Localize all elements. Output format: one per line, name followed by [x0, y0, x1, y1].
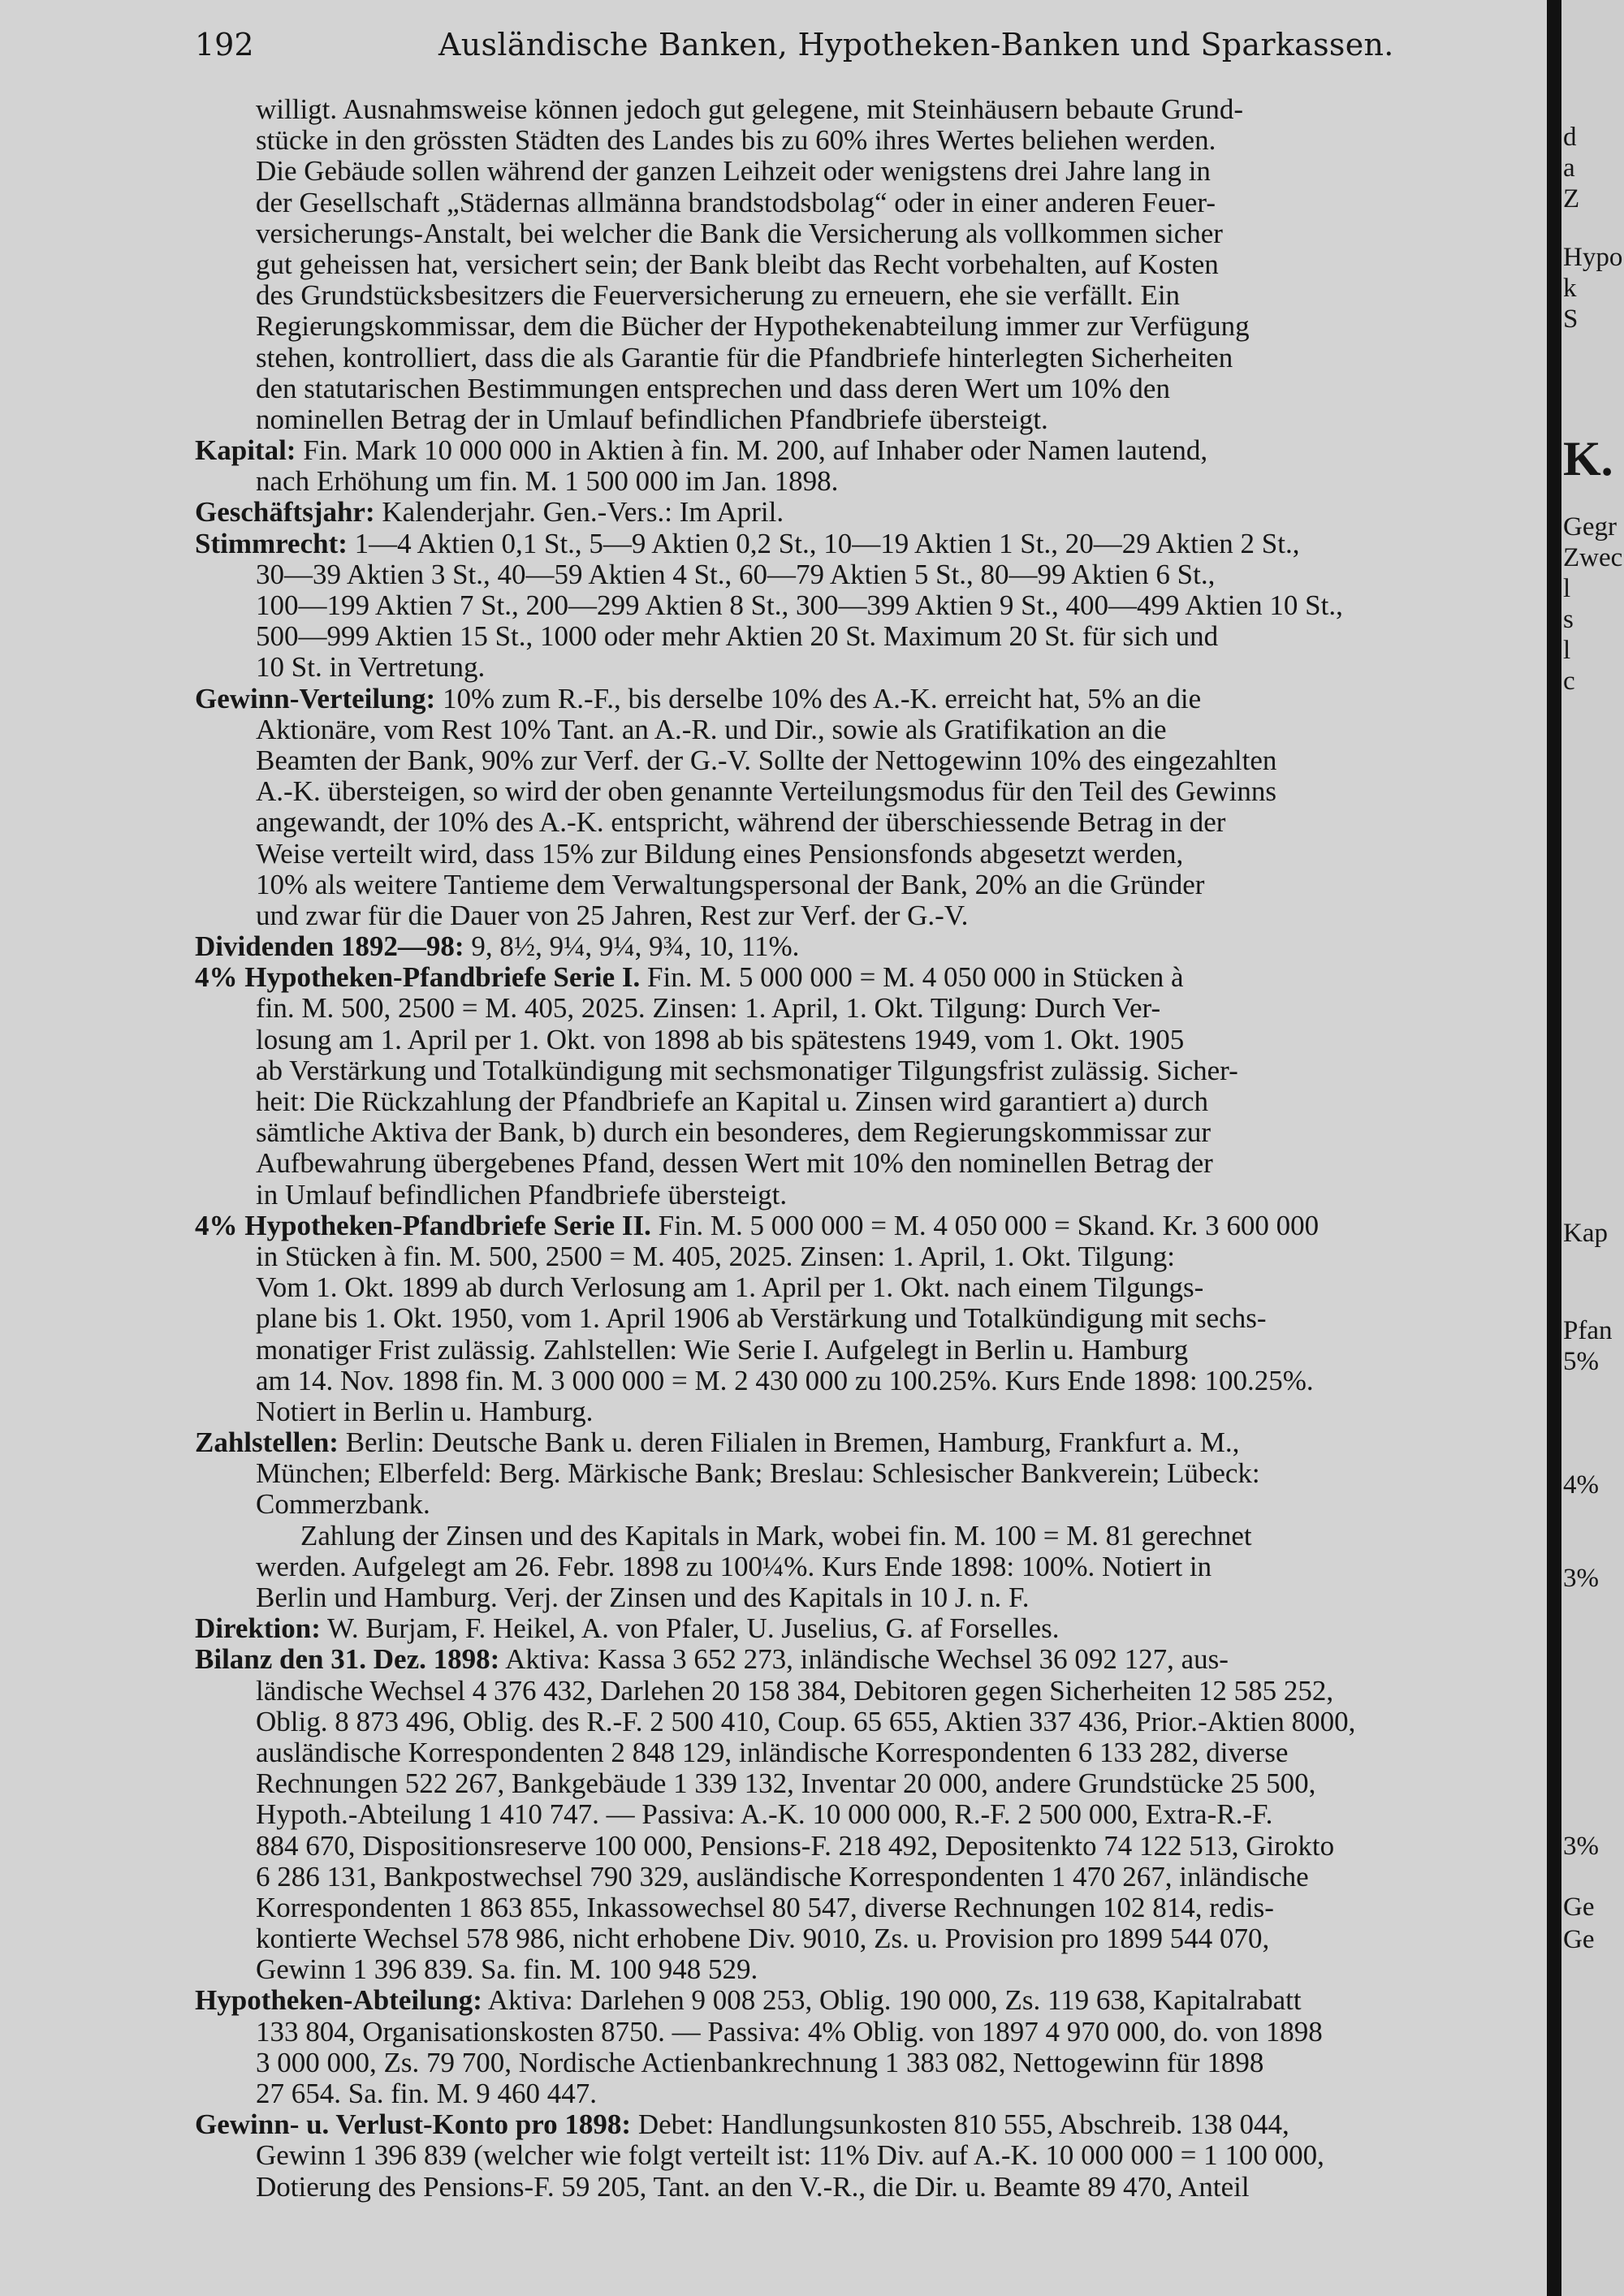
line-text: Fin. M. 5 000 000 = M. 4 050 000 in Stücken à: [640, 962, 1184, 994]
text-line: [195, 931, 1543, 962]
section-label: Direktion:: [195, 1613, 321, 1645]
line-text: 100—199 Aktien 7 St., 200—299 Aktien 8 St., 300—399 Aktien 9 St., 400—499 Aktien 10 St.,: [256, 590, 1343, 621]
line-text: 9, 8½, 9¼, 9¼, 9¾, 10, 11%.: [464, 931, 800, 963]
line-text: des Grundstücksbesitzers die Feuerversicherung zu erneuern, ehe sie verfällt. Ein: [256, 280, 1181, 312]
line-text: Gewinn 1 396 839 (welcher wie folgt verteilt ist: 11% Div. auf A.-K. 10 000 000 = 1 100 000,: [256, 2140, 1324, 2172]
line-text: 30—39 Aktien 3 St., 40—59 Aktien 4 St., 60—79 Aktien 5 St., 80—99 Aktien 6 St.,: [256, 559, 1216, 590]
text-line: [195, 590, 1543, 621]
text-line: [195, 714, 1543, 745]
text-line: [195, 1582, 1543, 1613]
line-text: sämtliche Aktiva der Bank, b) durch ein besonderes, dem Regierungskommissar zur: [256, 1117, 1212, 1149]
line-text: Aktiva: Kassa 3 652 273, inländische Wechsel 36 092 127, aus-: [499, 1644, 1229, 1676]
text-line: [195, 1117, 1543, 1148]
line-text: 884 670, Dispositionsreserve 100 000, Pensions-F. 218 492, Depositenkto 74 122 513, Girokto: [256, 1830, 1335, 1862]
text-line: [195, 1025, 1543, 1055]
text-line: [195, 2140, 1543, 2171]
text-line: [195, 1892, 1543, 1923]
line-text: 1—4 Aktien 0,1 St., 5—9 Aktien 0,2 St., 10—19 Aktien 1 St., 20—29 Aktien 2 St.,: [347, 528, 1300, 559]
text-line: [195, 249, 1543, 280]
line-text: werden. Aufgelegt am 26. Febr. 1898 zu 100¼%. Kurs Ende 1898: 100%. Notiert in: [256, 1551, 1212, 1582]
text-line: [195, 343, 1543, 373]
text-line: [195, 1396, 1543, 1427]
adjacent-page-fragment: d: [1563, 123, 1577, 152]
text-line: [195, 2048, 1543, 2078]
text-line: [195, 1180, 1543, 1211]
line-text: stücke in den grössten Städten des Landes bis zu 60% ihres Wertes beliehen werden.: [256, 125, 1216, 157]
line-text: Rechnungen 522 267, Bankgebäude 1 339 132, Inventar 20 000, andere Grundstücke 25 500,: [256, 1768, 1316, 1800]
line-text: Commerzbank.: [256, 1489, 430, 1521]
line-text: München; Elberfeld: Berg. Märkische Bank; Breslau: Schlesischer Bankverein; Lübeck:: [256, 1458, 1260, 1490]
adjacent-page-fragment: K.: [1563, 432, 1613, 486]
line-text: Berlin und Hamburg. Verj. der Zinsen und des Kapitals in 10 J. n. F.: [256, 1582, 1030, 1613]
section-label: Kapital:: [195, 435, 296, 467]
text-line: [195, 776, 1543, 807]
text-line: [195, 1427, 1543, 1458]
text-line: [195, 94, 1543, 125]
adjacent-page-fragment: 3%: [1563, 1564, 1599, 1593]
line-text: Gewinn 1 396 839. Sa. fin. M. 100 948 529.: [256, 1954, 758, 1986]
line-text: Fin. Mark 10 000 000 in Aktien à fin. M. 200, auf Inhaber oder Namen lautend,: [296, 435, 1208, 467]
text-line: [195, 993, 1543, 1024]
adjacent-page-fragment: Pfan: [1563, 1316, 1613, 1345]
line-text: 27 654. Sa. fin. M. 9 460 447.: [256, 2078, 597, 2109]
line-text: Kalenderjahr. Gen.-Vers.: Im April.: [374, 497, 784, 529]
text-line: [195, 1303, 1543, 1334]
line-text: versicherungs-Anstalt, bei welcher die Bank die Versicherung als vollkommen sicher: [256, 218, 1223, 249]
line-text: Weise verteilt wird, dass 15% zur Bildung eines Pensionsfonds abgesetzt werden,: [256, 838, 1184, 870]
section-label: Hypotheken-Abteilung:: [195, 1985, 482, 2017]
text-line: [195, 1552, 1543, 1582]
line-text: Beamten der Bank, 90% zur Verf. der G.-V. Sollte der Nettogewinn 10% des eingezahlten: [256, 744, 1277, 776]
line-text: Hypoth.-Abteilung 1 410 747. — Passiva: A.-K. 10 000 000, R.-F. 2 500 000, Extra-R.-F.: [256, 1799, 1273, 1831]
adjacent-page-fragment: Gegr: [1563, 512, 1617, 542]
text-line: [195, 529, 1543, 559]
line-text: Vom 1. Okt. 1899 ab durch Verlosung am 1. April per 1. Okt. nach einem Tilgungs-: [256, 1272, 1204, 1304]
line-text: 10% als weitere Tantieme dem Verwaltungspersonal der Bank, 20% an die Gründer: [256, 869, 1205, 900]
line-text: heit: Die Rückzahlung der Pfandbriefe an Kapital u. Zinsen wird garantiert a) durch: [256, 1086, 1209, 1117]
page-header: [195, 24, 1527, 65]
section-label: Dividenden 1892—98:: [195, 931, 464, 963]
line-text: losung am 1. April per 1. Okt. von 1898 ab bis spätestens 1949, vom 1. Okt. 1905: [256, 1024, 1185, 1055]
adjacent-page-fragment: 5%: [1563, 1347, 1599, 1376]
text-line: [195, 621, 1543, 652]
text-line: [195, 1676, 1543, 1707]
text-line: [195, 188, 1543, 218]
adjacent-page-fragment: 4%: [1563, 1470, 1599, 1500]
line-text: Die Gebäude sollen während der ganzen Leihzeit oder wenigstens drei Jahre lang in: [256, 156, 1211, 188]
adjacent-page-fragment: c: [1563, 667, 1575, 696]
text-line: [195, 1613, 1543, 1644]
text-line: [195, 435, 1543, 466]
line-text: ab Verstärkung und Totalkündigung mit sechsmonatiger Tilgungsfrist zulässig. Sicher-: [256, 1055, 1238, 1086]
adjacent-page-fragment: Hypo: [1563, 243, 1623, 272]
line-text: 500—999 Aktien 15 St., 1000 oder mehr Aktien 20 St. Maximum 20 St. für sich und: [256, 621, 1219, 653]
text-line: [195, 1644, 1543, 1675]
adjacent-page-fragment: k: [1563, 274, 1577, 303]
line-text: Dotierung des Pensions-F. 59 205, Tant. an den V.-R., die Dir. u. Beamte 89 470, Anteil: [256, 2171, 1250, 2203]
line-text: W. Burjam, F. Heikel, A. von Pfaler, U. Juselius, G. af Forselles.: [320, 1613, 1060, 1645]
running-title: Ausländische Banken, Hypotheken-Banken und Sparkassen.: [438, 27, 1394, 63]
section-label: Gewinn- u. Verlust-Konto pro 1898:: [195, 2109, 632, 2141]
text-line: [195, 280, 1543, 311]
adjacent-page-fragment: Kap: [1563, 1219, 1608, 1248]
section-label: Gewinn-Verteilung:: [195, 683, 436, 714]
line-text: Debet: Handlungsunkosten 810 555, Abschreib. 138 044,: [631, 2109, 1289, 2141]
line-text: Notiert in Berlin u. Hamburg.: [256, 1396, 594, 1427]
section-label: Bilanz den 31. Dez. 1898:: [195, 1644, 500, 1676]
section-label: Stimmrecht:: [195, 528, 348, 559]
adjacent-page-fragment: a: [1563, 153, 1575, 183]
line-text: ausländische Korrespondenten 2 848 129, inländische Korrespondenten 6 133 282, diverse: [256, 1737, 1289, 1768]
adjacent-page-fragment: Zwec: [1563, 543, 1623, 572]
line-text: monatiger Frist zulässig. Zahlstellen: Wie Serie I. Aufgelegt in Berlin u. Hamburg: [256, 1334, 1189, 1366]
text-line: [195, 1055, 1543, 1086]
text-line: [195, 684, 1543, 714]
text-line: [195, 156, 1543, 187]
section-label: Zahlstellen:: [195, 1427, 339, 1459]
text-line: [195, 1489, 1543, 1520]
text-line: [195, 2109, 1543, 2140]
text-line: [195, 900, 1543, 931]
line-text: Aktionäre, vom Rest 10% Tant. an A.-R. und Dir., sowie als Gratifikation an die: [256, 714, 1167, 745]
adjacent-page-fragment: Ge: [1563, 1892, 1595, 1922]
text-line: [195, 652, 1543, 683]
line-text: den statutarischen Bestimmungen entsprechen und dass deren Wert um 10% den: [256, 373, 1170, 404]
adjacent-page-fragment: l: [1563, 636, 1571, 665]
text-line: [195, 125, 1543, 156]
text-line: [195, 1985, 1543, 2016]
line-text: ländische Wechsel 4 376 432, Darlehen 20 158 384, Debitoren gegen Sicherheiten 12 585 252,: [256, 1675, 1334, 1707]
text-line: [195, 559, 1543, 590]
text-line: [195, 1799, 1543, 1830]
text-line: [195, 1954, 1543, 1985]
text-line: [195, 1211, 1543, 1241]
line-text: kontierte Wechsel 578 986, nicht erhobene Div. 9010, Zs. u. Provision pro 1899 544 070,: [256, 1923, 1270, 1955]
page-number: 192: [195, 27, 254, 63]
text-line: [195, 2078, 1543, 2109]
line-text: 6 286 131, Bankpostwechsel 790 329, ausländische Korrespondenten 1 470 267, inländische: [256, 1861, 1309, 1892]
text-line: [195, 1241, 1543, 1272]
page-gutter: [1547, 0, 1561, 2296]
line-text: 3 000 000, Zs. 79 700, Nordische Actienbankrechnung 1 383 082, Nettogewinn für 1898: [256, 2047, 1264, 2078]
line-text: 10 St. in Vertretung.: [256, 652, 486, 684]
text-line: [195, 962, 1543, 993]
line-text: in Stücken à fin. M. 500, 2500 = M. 405, 2025. Zinsen: 1. April, 1. Okt. Tilgung:: [256, 1241, 1175, 1272]
line-text: plane bis 1. Okt. 1950, vom 1. April 1906 ab Verstärkung und Totalkündigung mit sechs-: [256, 1303, 1267, 1335]
line-text: in Umlauf befindlichen Pfandbriefe übersteigt.: [256, 1179, 788, 1211]
adjacent-page-fragment: s: [1563, 605, 1574, 634]
text-line: [195, 1366, 1543, 1396]
text-line: [195, 1335, 1543, 1366]
text-line: [195, 745, 1543, 776]
line-text: fin. M. 500, 2500 = M. 405, 2025. Zinsen: 1. April, 1. Okt. Tilgung: Durch Ver-: [256, 993, 1161, 1025]
adjacent-page-fragment: S: [1563, 304, 1579, 334]
line-text: Zahlung der Zinsen und des Kapitals in Mark, wobei fin. M. 100 = M. 81 gerechnet: [300, 1520, 1252, 1552]
text-line: [195, 839, 1543, 870]
text-line: [195, 1086, 1543, 1117]
text-line: [195, 404, 1543, 435]
line-text: und zwar für die Dauer von 25 Jahren, Rest zur Verf. der G.-V.: [256, 900, 969, 931]
line-text: Berlin: Deutsche Bank u. deren Filialen in Bremen, Hamburg, Frankfurt a. M.,: [338, 1427, 1240, 1459]
adjacent-page-fragment: l: [1563, 574, 1571, 603]
text-line: [195, 1862, 1543, 1892]
line-text: 10% zum R.-F., bis derselbe 10% des A.-K. erreicht hat, 5% an die: [435, 683, 1202, 714]
adjacent-page-edge: [1561, 0, 1624, 2296]
body-text: [195, 94, 1543, 2203]
text-line: [195, 1831, 1543, 1862]
text-line: [195, 466, 1543, 497]
line-text: stehen, kontrolliert, dass die als Garantie für die Pfandbriefe hinterlegten Sicherheiten: [256, 342, 1233, 373]
line-text: nominellen Betrag der in Umlauf befindlichen Pfandbriefe übersteigt.: [256, 404, 1048, 435]
text-line: [195, 1458, 1543, 1489]
line-text: Aktiva: Darlehen 9 008 253, Oblig. 190 000, Zs. 119 638, Kapitalrabatt: [482, 1985, 1302, 2017]
text-line: [195, 870, 1543, 900]
text-line: [195, 1923, 1543, 1954]
section-label: 4% Hypotheken-Pfandbriefe Serie II.: [195, 1210, 651, 1241]
line-text: Fin. M. 5 000 000 = M. 4 050 000 = Skand. Kr. 3 600 000: [650, 1210, 1320, 1241]
adjacent-page-fragment: Z: [1563, 184, 1580, 214]
text-line: [195, 807, 1543, 838]
text-line: [195, 373, 1543, 404]
text-line: [195, 311, 1543, 342]
line-text: willigt. Ausnahmsweise können jedoch gut gelegene, mit Steinhäusern bebaute Grund-: [256, 94, 1243, 125]
line-text: nach Erhöhung um fin. M. 1 500 000 im Jan. 1898.: [256, 466, 839, 498]
section-label: Geschäftsjahr:: [195, 497, 375, 529]
text-line: [195, 218, 1543, 249]
adjacent-page-fragment: 3%: [1563, 1832, 1599, 1861]
section-label: 4% Hypotheken-Pfandbriefe Serie I.: [195, 962, 641, 994]
line-text: gut geheissen hat, versichert sein; der Bank bleibt das Recht vorbehalten, auf Kosten: [256, 248, 1219, 280]
text-line: [195, 1707, 1543, 1737]
line-text: am 14. Nov. 1898 fin. M. 3 000 000 = M. 2 430 000 zu 100.25%. Kurs Ende 1898: 100.25%.: [256, 1365, 1314, 1396]
line-text: 133 804, Organisationskosten 8750. — Passiva: 4% Oblig. von 1897 4 970 000, do. von 1898: [256, 2016, 1323, 2048]
text-line: [195, 2017, 1543, 2048]
text-line: [195, 1521, 1543, 1552]
text-line: [195, 1768, 1543, 1799]
line-text: Regierungskommissar, dem die Bücher der Hypothekenabteilung immer zur Verfügung: [256, 311, 1250, 343]
text-line: [195, 1272, 1543, 1303]
adjacent-page-fragment: Ge: [1563, 1925, 1595, 1954]
line-text: Korrespondenten 1 863 855, Inkassowechsel 80 547, diverse Rechnungen 102 814, redis-: [256, 1892, 1274, 1923]
line-text: Aufbewahrung übergebenes Pfand, dessen Wert mit 10% den nominellen Betrag der: [256, 1148, 1213, 1180]
text-line: [195, 1148, 1543, 1179]
line-text: der Gesellschaft „Städernas allmänna brandstodsbolag“ oder in einer anderen Feuer-: [256, 187, 1216, 218]
line-text: Oblig. 8 873 496, Oblig. des R.-F. 2 500 410, Coup. 65 655, Aktien 337 436, Prior.-Aktien 8000,: [256, 1706, 1356, 1737]
text-line: [195, 497, 1543, 528]
text-line: [195, 1737, 1543, 1768]
text-line: [195, 2172, 1543, 2203]
line-text: angewandt, der 10% des A.-K. entspricht, während der überschiessende Betrag in der: [256, 807, 1226, 839]
line-text: A.-K. übersteigen, so wird der oben genannte Verteilungsmodus für den Teil des Gewinns: [256, 776, 1276, 808]
